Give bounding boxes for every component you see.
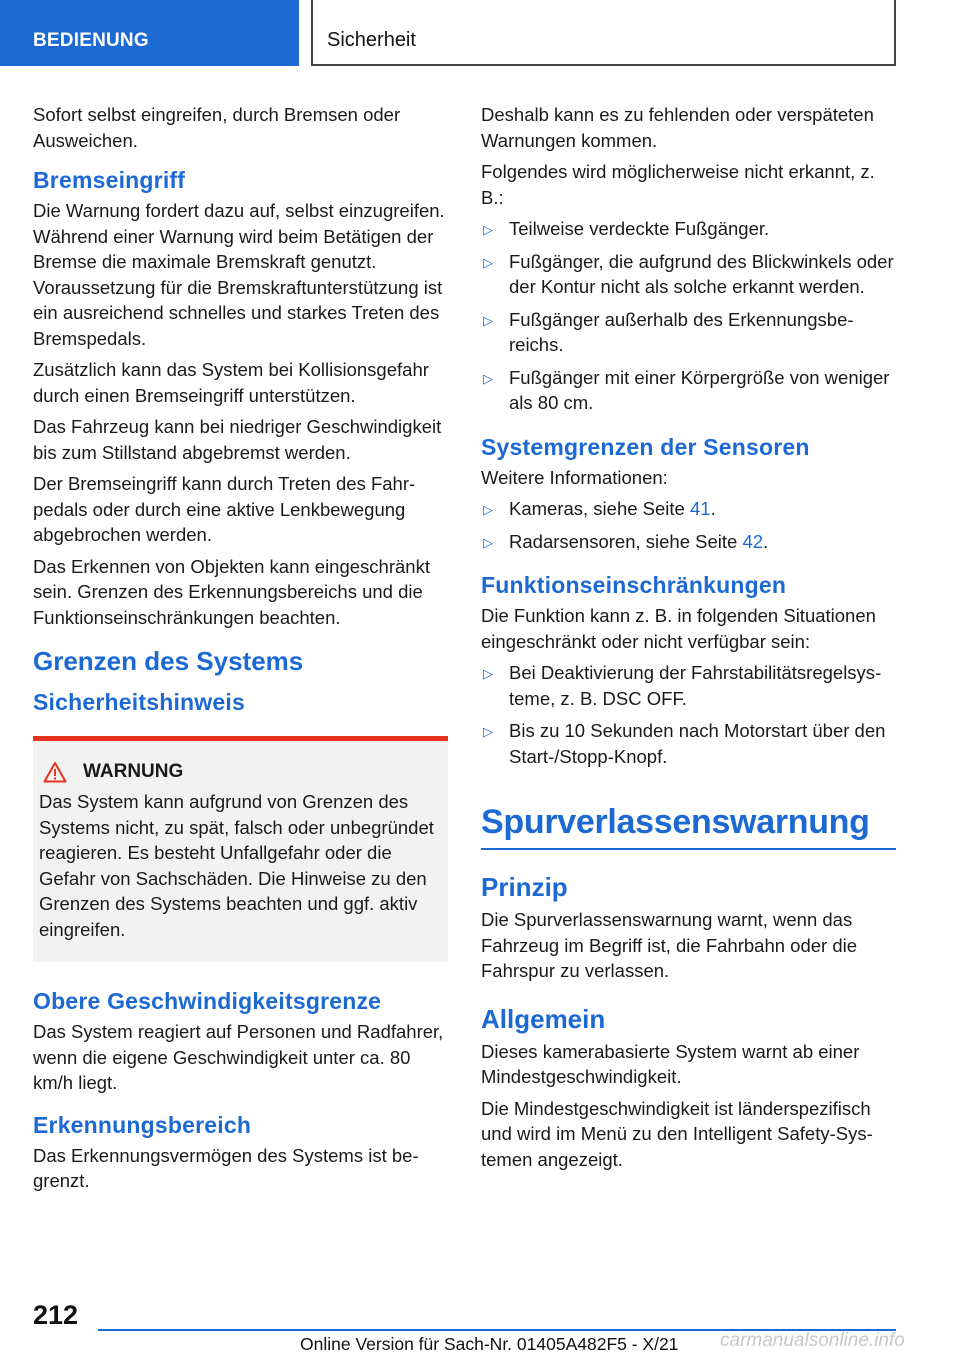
paragraph: Zusätzlich kann das System bei Kollisionsgefahr durch einen Bremseingriff unterstützen.	[33, 359, 429, 406]
bullet-list-not-detected	[481, 216, 896, 416]
footer-text: Online Version für Sach-Nr. 01405A482F5 - X/21	[300, 1334, 679, 1354]
heading-erkennungsbereich: Erkennungsbereich	[33, 1111, 252, 1138]
bullet-triangle-icon: ▷	[483, 502, 493, 517]
warning-triangle-icon	[43, 761, 67, 783]
list-item: ▷ Fußgänger außerhalb des Erkennungsbereichs.	[483, 308, 854, 355]
paragraph: Die Warnung fordert dazu auf, selbst einzugreifen. Während einer Warnung wird beim Betätigen der Bremse die maximale Bremskraft genutzt. Voraussetzung für die Bremskraftunterstützung ist ein ausreichend schnelles und starkes Treten des Bremspedals.	[33, 200, 445, 349]
list-item: ▷ Fußgänger, die aufgrund des Blickwinkels oder der Kontur nicht als solche erkannt werden.	[483, 250, 894, 297]
list-item: ▷ Teilweise verdeckte Fußgänger.	[481, 216, 896, 242]
warning-title: WARNUNG	[83, 761, 184, 782]
paragraph: Das Erkennungsvermögen des Systems ist begrenzt.	[33, 1144, 419, 1191]
bullet-triangle-icon: ▷	[483, 724, 493, 739]
bullet-triangle-icon: ▷	[483, 370, 493, 386]
paragraph: Weitere Informationen:	[481, 466, 668, 488]
bullet-triangle-icon: ▷	[483, 254, 493, 270]
list-item: ▷ Bis zu 10 Sekunden nach Motorstart über den Start-/Stopp-Knopf.	[483, 720, 886, 767]
heading-funktionseinschraenkungen: Funktionseinschränkungen	[481, 572, 787, 598]
heading-allgemein: Allgemein	[481, 1003, 606, 1034]
watermark: carmanualsonline.info	[720, 1330, 905, 1351]
list-item: ▷ Bei Deaktivierung der Fahrstabilitätsregelsysteme, z. B. DSC OFF.	[483, 662, 882, 709]
bullet-list-sensors	[481, 496, 896, 554]
bullet-triangle-icon: ▷	[483, 666, 493, 681]
page-number: 212	[33, 1300, 79, 1330]
page-link-41[interactable]: 41	[689, 498, 711, 519]
list-item: ▷ Radarsensoren, siehe Seite 42.	[481, 529, 896, 555]
warning-text: Das System kann aufgrund von Grenzen des Systems nicht, zu spät, falsch oder unbegründet reagieren. Es besteht Unfallgefahr oder die Gefahr von Sachschäden. Die Hinweise zu den Grenzen des Systems beachten und ggf. aktiv eingreifen.	[39, 791, 434, 940]
heading-sicherheitshinweis: Sicherheitshinweis	[33, 689, 245, 715]
bullet-triangle-icon: ▷	[483, 534, 493, 550]
bullet-triangle-icon: ▷	[483, 312, 493, 328]
page-link-42[interactable]: 42	[742, 530, 764, 552]
heading-bremseingriff: Bremseingriff	[33, 167, 186, 193]
paragraph: Das Fahrzeug kann bei niedriger Geschwindigkeit bis zum Stillstand abgebremst werden.	[33, 416, 442, 463]
page-header	[0, 0, 960, 66]
heading-grenzen: Grenzen des Systems	[33, 646, 304, 676]
list-item: ▷ Fußgänger mit einer Körpergröße von weniger als 80 cm.	[483, 366, 890, 413]
heading-prinzip: Prinzip	[481, 872, 568, 902]
bullet-triangle-icon: ▷	[483, 222, 493, 237]
left-column	[33, 102, 448, 1200]
heading-obere-geschwindigkeitsgrenze: Obere Geschwindigkeitsgrenze	[33, 988, 382, 1014]
paragraph: Die Spurverlassenswarnung warnt, wenn das Fahrzeug im Begriff ist, die Fahrbahn oder die Fahrspur zu verlassen.	[481, 909, 858, 981]
paragraph: Dieses kamerabasierte System warnt ab einer Mindestgeschwindigkeit.	[481, 1040, 860, 1087]
bullet-list-limitations	[481, 660, 896, 769]
right-column	[481, 102, 896, 1178]
warning-box	[33, 736, 448, 962]
paragraph: Die Funktion kann z. B. in folgenden Situationen eingeschränkt oder nicht verfügbar sein:	[481, 605, 876, 652]
paragraph: Das Erkennen von Objekten kann eingeschränkt sein. Grenzen des Erkennungsbereichs und die Funktionseinschränkungen beachten.	[33, 555, 430, 628]
paragraph: Sofort selbst eingreifen, durch Bremsen oder Ausweichen.	[33, 104, 401, 151]
paragraph: Die Mindestgeschwindigkeit ist länderspezifisch und wird im Menü zu den Intelligent Safety-Systemen angezeigt.	[481, 1097, 873, 1170]
heading-spurverlassenswarnung: Spurverlassenswarnung	[481, 803, 896, 850]
section-tab: BEDIENUNG	[0, 0, 299, 66]
paragraph: Das System reagiert auf Personen und Radfahrer, wenn die eigene Geschwindigkeit unter ca. 80 km/h liegt.	[33, 1021, 444, 1093]
paragraph: Der Bremseingriff kann durch Treten des Fahrpedals oder durch eine aktive Lenkbewegung abgebrochen werden.	[33, 473, 416, 545]
chapter-title: Sicherheit	[311, 0, 896, 66]
paragraph: Deshalb kann es zu fehlenden oder verspäteten Warnungen kommen.	[481, 104, 874, 151]
heading-systemgrenzen-sensoren: Systemgrenzen der Sensoren	[481, 433, 810, 460]
list-item: ▷ Kameras, siehe Seite 41.	[481, 496, 896, 522]
paragraph: Folgendes wird möglicherweise nicht erkannt, z. B.:	[481, 161, 875, 208]
warning-header	[39, 761, 436, 783]
